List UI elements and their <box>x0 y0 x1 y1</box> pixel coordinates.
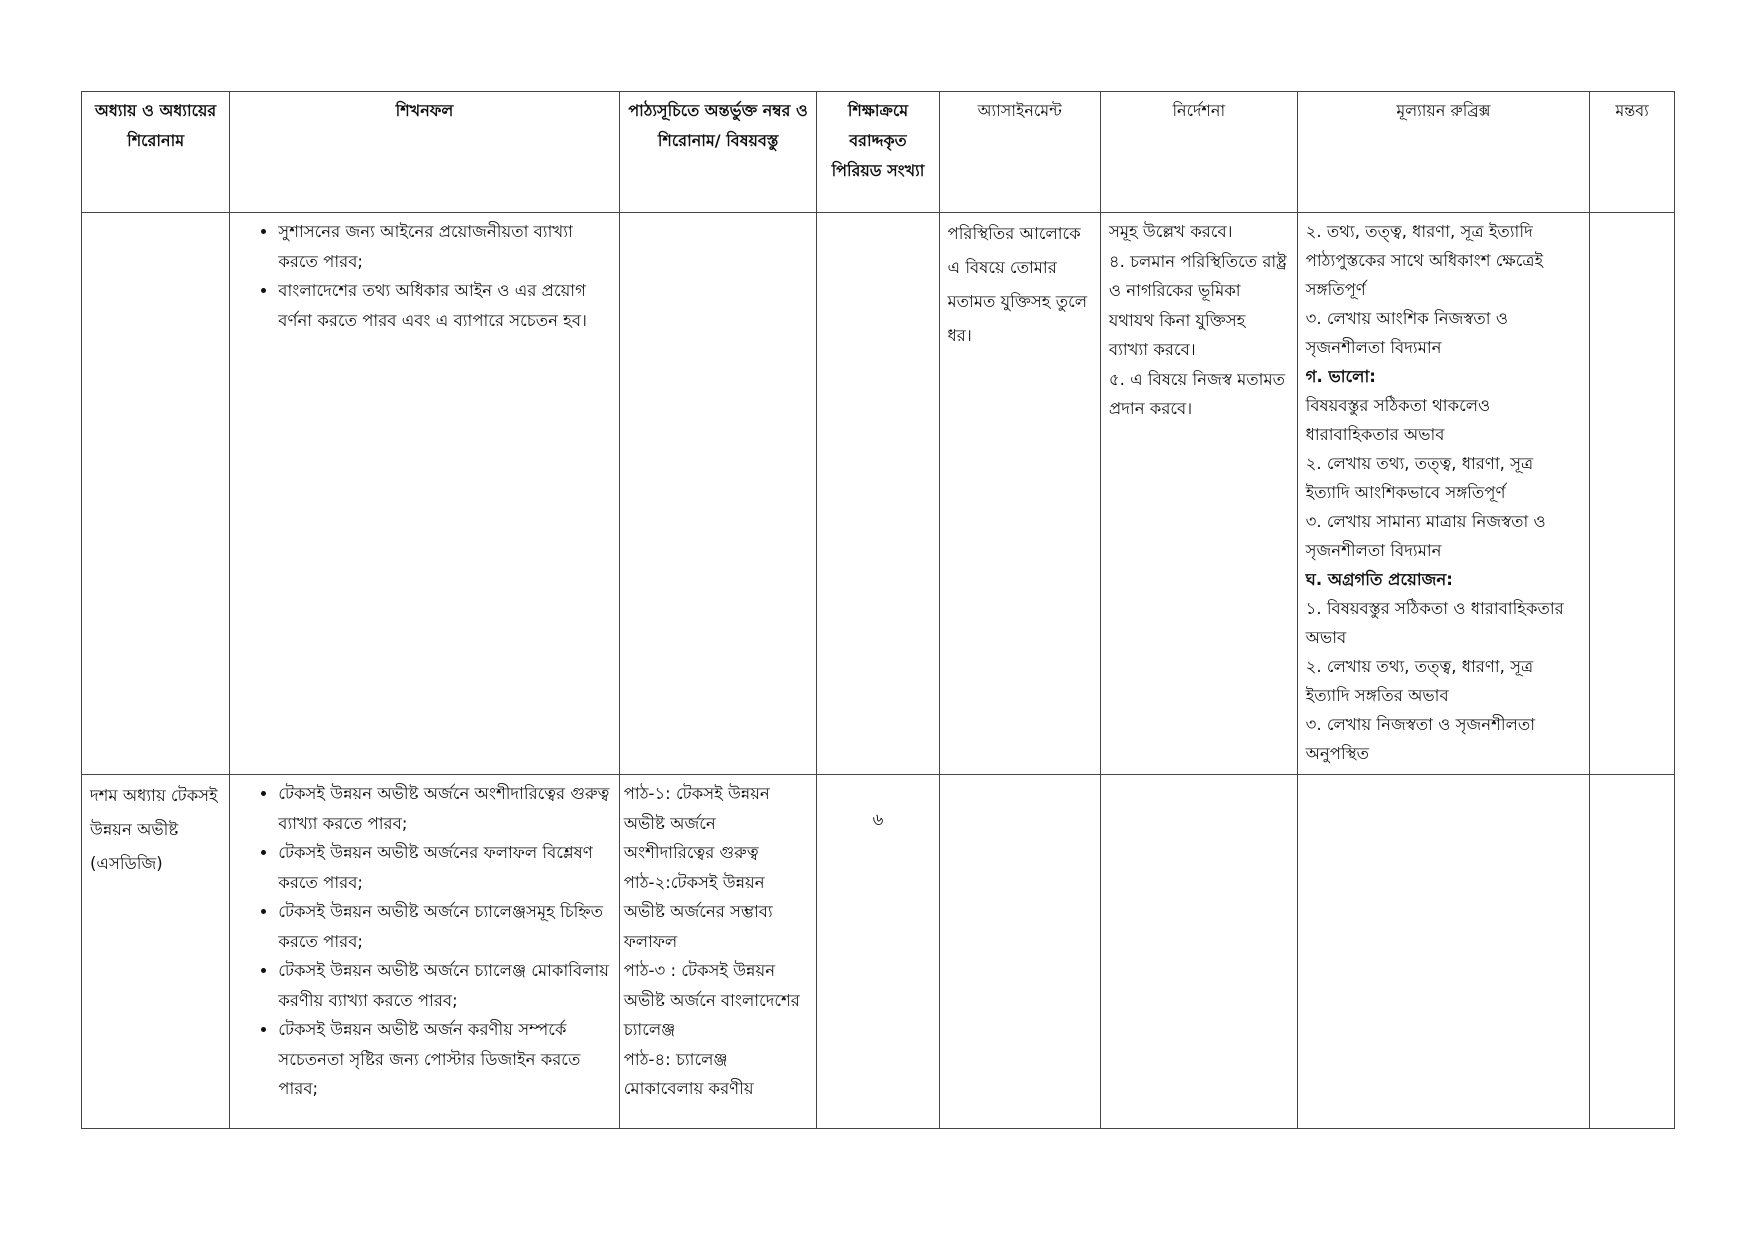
header-guidance: নির্দেশনা <box>1100 92 1297 213</box>
good-title: গ. ভালো: <box>1305 367 1376 386</box>
cell-guidance <box>1100 213 1297 775</box>
header-chapter: অধ্যায় ও অধ্যায়ের শিরোনাম <box>82 92 230 213</box>
criterion: ৩. লেখায় সামান্য মাত্রায় নিজস্বতা ও সৃজনশীলতা বিদ্যমান <box>1305 512 1546 560</box>
list-item: • বাংলাদেশের তথ্য অধিকার আইন ও এর প্রয়োগ বর্ণনা করতে পারব এবং এ ব্যাপারে সচেতন হব। <box>278 276 610 335</box>
progress-title: ঘ. অগ্রগতি প্রয়োজন: <box>1305 570 1453 589</box>
cell-remarks <box>1590 213 1675 775</box>
cell-assignment: পরিস্থিতির আলোকে এ বিষয়ে তোমার মতামত যুক্তিসহ তুলে ধর। <box>939 213 1100 775</box>
cell-remarks <box>1590 775 1675 1129</box>
header-row <box>82 92 1675 213</box>
cell-content <box>619 213 817 775</box>
list-item: • টেকসই উন্নয়ন অভীষ্ট অর্জনের ফলাফল বিশ্লেষণ করতে পারব; <box>278 838 610 897</box>
criterion: ২. লেখায় তথ্য, তত্ত্ব, ধারণা, সূত্র ইত্যাদি সঙ্গতির অভাব <box>1305 657 1534 705</box>
list-item: • টেকসই উন্নয়ন অভীষ্ট অর্জনে চ্যালেঞ্জ মোকাবিলায় করণীয় ব্যাখ্যা করতে পারব; <box>278 956 610 1015</box>
criterion: বিষয়বস্তুর সঠিকতা থাকলেও ধারাবাহিকতার অভাব <box>1305 396 1491 444</box>
cell-periods <box>817 213 939 775</box>
header-remarks: মন্তব্য <box>1590 92 1675 213</box>
header-content: পাঠ্যসূচিতে অন্তর্ভুক্ত নম্বর ও শিরোনাম/ বিষয়বস্তু <box>619 92 817 213</box>
cell-chapter: দশম অধ্যায় টেকসই উন্নয়ন অভীষ্ট (এসডিজি) <box>82 775 230 1129</box>
cell-guidance <box>1100 775 1297 1129</box>
cell-content <box>619 775 817 1129</box>
criterion: ২. লেখায় তথ্য, তত্ত্ব, ধারণা, সূত্র ইত্যাদি আংশিকভাবে সঙ্গতিপূর্ণ <box>1305 454 1534 502</box>
lesson-plan-table <box>81 91 1675 1129</box>
list-item: • সুশাসনের জন্য আইনের প্রয়োজনীয়তা ব্যাখ্যা করতে পারব; <box>278 217 610 276</box>
criterion: ২. তথ্য, তত্ত্ব, ধারণা, সূত্র ইত্যাদি পাঠ্যপুস্তকের সাথে অধিকাংশ ক্ষেত্রেই সঙ্গতিপূর্ণ <box>1305 222 1544 299</box>
table-row <box>82 213 1675 775</box>
header-outcomes: শিখনফল <box>230 92 619 213</box>
list-item: • টেকসই উন্নয়ন অভীষ্ট অর্জনে অংশীদারিত্বের গুরুত্ব ব্যাখ্যা করতে পারব; <box>278 779 610 838</box>
cell-outcomes <box>230 213 619 775</box>
header-assignment: অ্যাসাইনমেন্ট <box>939 92 1100 213</box>
criterion: ৩. লেখায় আংশিক নিজস্বতা ও সৃজনশীলতা বিদ্যমান <box>1305 309 1508 357</box>
guidance-line: ৪. চলমান পরিস্থিতিতে রাষ্ট্র ও নাগরিকের ভূমিকা যথাযথ কিনা যুক্তিসহ ব্যাখ্যা করবে। <box>1108 251 1287 359</box>
criterion: ৩. লেখায় নিজস্বতা ও সৃজনশীলতা অনুপস্থিত <box>1305 715 1536 763</box>
cell-evaluation <box>1297 775 1590 1129</box>
lesson-item: পাঠ-১: টেকসই উন্নয়ন অভীষ্ট অর্জনে অংশীদারিত্বের গুরুত্ব <box>623 784 770 862</box>
cell-periods: ৬ <box>817 775 939 1129</box>
header-evaluation: মূল্যায়ন রুব্রিক্স <box>1297 92 1590 213</box>
list-item: • টেকসই উন্নয়ন অভীষ্ট অর্জনে চ্যালেঞ্জসমূহ চিহ্নিত করতে পারব; <box>278 897 610 956</box>
table-row <box>82 775 1675 1129</box>
guidance-line: ৫. এ বিষয়ে নিজস্ব মতামত প্রদান করবে। <box>1108 369 1285 418</box>
lesson-item: পাঠ-৪: চ্যালেঞ্জ মোকাবেলায় করণীয় <box>623 1049 754 1098</box>
cell-chapter <box>82 213 230 775</box>
cell-outcomes <box>230 775 619 1129</box>
list-item: • টেকসই উন্নয়ন অভীষ্ট অর্জন করণীয় সম্পর্কে সচেতনতা সৃষ্টির জন্য পোস্টার ডিজাইন করতে পারব; <box>278 1015 610 1104</box>
header-periods: শিক্ষাক্রমে বরাদ্দকৃত পিরিয়ড সংখ্যা <box>817 92 939 213</box>
cell-evaluation <box>1297 213 1590 775</box>
cell-assignment <box>939 775 1100 1129</box>
lesson-item: পাঠ-৩ : টেকসই উন্নয়ন অভীষ্ট অর্জনে বাংলাদেশের চ্যালেঞ্জ <box>623 961 800 1039</box>
lesson-item: পাঠ-২:টেকসই উন্নয়ন অভীষ্ট অর্জনের সম্ভাব্য ফলাফল <box>623 872 773 951</box>
criterion: ১. বিষয়বস্তুর সঠিকতা ও ধারাবাহিকতার অভাব <box>1305 599 1564 647</box>
guidance-line: সমূহ উল্লেখ করবে। <box>1108 222 1233 241</box>
